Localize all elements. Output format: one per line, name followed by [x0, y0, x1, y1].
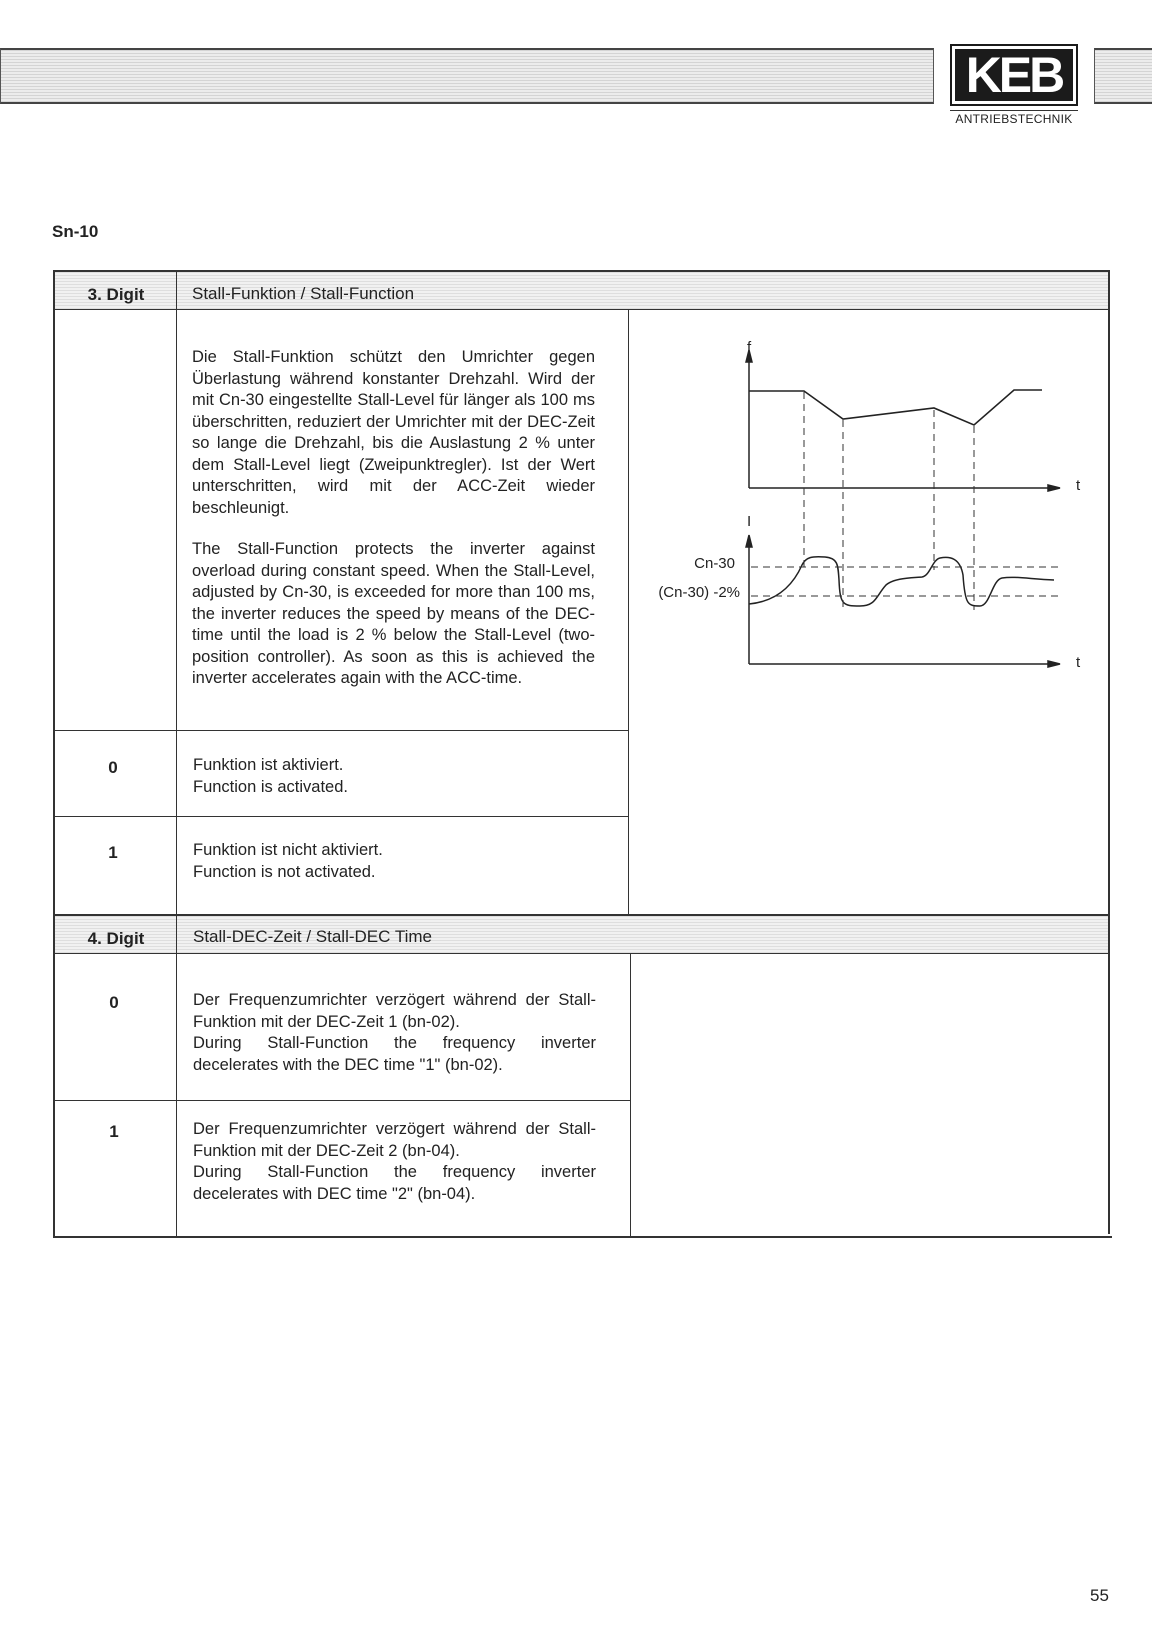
digit3-option-1-value: 1 [108, 843, 118, 862]
digit3-option-1-text [193, 840, 603, 883]
i-axis-arrow [746, 535, 752, 547]
digit4-option-1-value: 1 [109, 1122, 119, 1141]
t-axis-top-arrow [1048, 485, 1060, 491]
logo-subtitle: ANTRIEBSTECHNIK [950, 110, 1078, 126]
keb-logo: KEB [952, 46, 1076, 104]
t-axis-top-label: t [1076, 477, 1081, 494]
digit3-option-0-value: 0 [108, 758, 118, 777]
digit4-title: Stall-DEC-Zeit / Stall-DEC Time [193, 927, 432, 946]
digit4-option-0-value: 0 [109, 993, 119, 1012]
stall-function-diagram [630, 320, 1100, 680]
t-axis-bottom-label: t [1076, 654, 1081, 671]
option-text-en: Function is activated. [193, 777, 348, 796]
option-text-de: Der Frequenzumrichter verzögert während der Stall-Funktion mit der DEC-Zeit 2 (bn-04). [193, 1120, 596, 1160]
t-axis-bottom-arrow [1048, 661, 1060, 667]
option-text-en: During Stall-Function the frequency inverter decelerates with DEC time "2" (bn-04). [193, 1163, 596, 1203]
page-number: 55 [1090, 1586, 1109, 1605]
digit3-description [192, 347, 595, 690]
option-text-en: Function is not activated. [193, 862, 376, 881]
digit4-option-0-text [193, 990, 596, 1076]
digit4-label: 4. Digit [87, 929, 145, 948]
digit3-option-0-text [193, 755, 603, 798]
section-code: Sn-10 [52, 222, 99, 241]
description-german: Die Stall-Funktion schützt den Umrichter gegen Überlastung während konstanter Drehzahl. Wird der mit Cn-30 eingestellte Stall-Level für länger als 100 ms überschritten, reduziert der Umrichter mit der DEC-Zeit so lange die Drehzahl, bis die Auslastung 2 % unter dem Stall-Level liegt (Zweipunktregler). Ist der Wert unterschritten, wird mit der ACC-Zeit wieder beschleunigt. [192, 348, 595, 517]
f-axis-label: f [747, 339, 752, 356]
digit3-label: 3. Digit [87, 285, 145, 304]
cn30-minus-label: (Cn-30) -2% [658, 584, 740, 601]
header-band-right [1094, 48, 1152, 104]
frequency-curve [749, 390, 1042, 425]
current-curve [749, 557, 1054, 606]
digit3-title: Stall-Funktion / Stall-Function [192, 284, 415, 303]
i-axis-label: I [747, 513, 752, 530]
option-text-en: During Stall-Function the frequency inverter decelerates with the DEC time "1" (bn-02). [193, 1034, 596, 1074]
digit4-option-1-text [193, 1119, 596, 1205]
header-band-left [0, 48, 934, 104]
option-text-de: Funktion ist nicht aktiviert. [193, 841, 383, 859]
description-english: The Stall-Function protects the inverter against overload during constant speed. When the Stall-Level, adjusted by Cn-30, is exceeded for more than 100 ms, the inverter reduces the speed by means of the DEC-time until the load is 2 % below the Stall-Level (two-position controller). As soon as this is achieved the inverter accelerates again with the ACC-time. [192, 540, 595, 687]
option-text-de: Funktion ist aktiviert. [193, 756, 344, 774]
cn30-label: Cn-30 [694, 555, 735, 572]
option-text-de: Der Frequenzumrichter verzögert während der Stall-Funktion mit der DEC-Zeit 1 (bn-02). [193, 991, 596, 1031]
